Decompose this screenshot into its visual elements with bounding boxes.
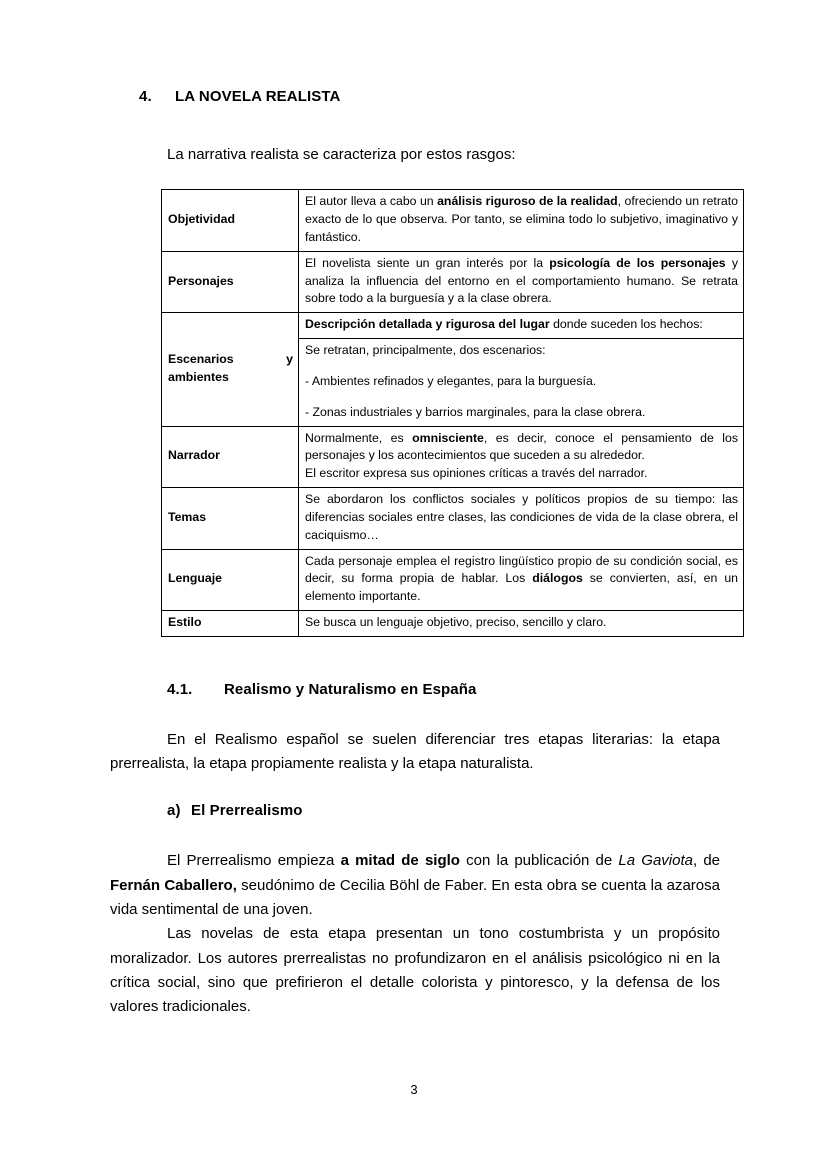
spacer xyxy=(110,698,720,728)
page-content xyxy=(110,88,739,1020)
row-desc-objetividad: El autor lleva a cabo un análisis riguroso de la realidad, ofreciendo un retrato exacto de lo que observa. Por tanto, se elimina todo lo subjetivo, imaginativo y fantástico. xyxy=(299,190,744,251)
row-desc-estilo: Se busca un lenguaje objetivo, preciso, sencillo y claro. xyxy=(299,611,744,637)
section-heading xyxy=(110,88,720,105)
subsubsection-heading xyxy=(110,802,720,819)
spacer xyxy=(110,637,720,681)
spacer xyxy=(110,167,720,189)
prerrealismo-paragraph-2: Las novelas de esta etapa presentan un tono costumbrista y un propósito moralizador. Los autores prerrealistas no profundizaron en el análisis psicológico ni en la crítica social, sino que prefirieron el detalle colorista y pintoresco, y la defensa de los valores tradicionales. xyxy=(110,925,720,1016)
subsection-paragraph: En el Realismo español se suelen diferenciar tres etapas literarias: la etapa prerrealista, la etapa propiamente realista y la etapa naturalista. xyxy=(110,730,720,773)
section-title: LA NOVELA REALISTA xyxy=(175,88,341,105)
table-row xyxy=(162,426,744,487)
prerrealismo-paragraph-1: El Prerrealismo empieza a mitad de siglo con la publicación de La Gaviota, de Fernán Caballero, seudónimo de Cecilia Böhl de Faber. En esta obra se cuenta la azarosa vida sentimental de una joven. xyxy=(110,852,721,919)
row-desc-escenarios-b: Se retratan, principalmente, dos escenarios: - Ambientes refinados y elegantes, para la burguesía. - Zonas industriales y barrios marginales, para la clase obrera. xyxy=(299,339,744,426)
row-label-personajes: Personajes xyxy=(162,251,299,312)
subsubsection-letter: a) xyxy=(167,802,181,820)
row-desc-narrador: Normalmente, es omnisciente, es decir, conoce el pensamiento de los personajes y los acontecimientos que suceden a su alrededor. El escritor expresa sus opiniones críticas a través del narrador. xyxy=(299,426,744,487)
table-row xyxy=(162,488,744,549)
row-label-estilo: Estilo xyxy=(162,611,299,637)
table-row xyxy=(162,549,744,610)
row-label-temas: Temas xyxy=(162,488,299,549)
spacer xyxy=(110,776,720,802)
rasgos-table-wrap xyxy=(110,189,739,637)
subsection-title: Realismo y Naturalismo en España xyxy=(224,680,477,698)
spacer xyxy=(110,819,720,849)
rasgos-table-body xyxy=(162,190,744,637)
row-desc-lenguaje: Cada personaje emplea el registro lingüístico propio de su condición social, es decir, su forma propia de hablar. Los diálogos se convierten, así, en un elemento importante. xyxy=(299,549,744,610)
rasgos-table xyxy=(161,189,744,637)
row-label-objetividad: Objetividad xyxy=(162,190,299,251)
row-label-escenarios: Escenarios y ambientes xyxy=(162,313,299,426)
table-row xyxy=(162,190,744,251)
table-row xyxy=(162,313,744,339)
section-number: 4. xyxy=(139,88,152,105)
subsection-heading xyxy=(110,681,720,698)
spacer xyxy=(110,105,720,143)
row-desc-personajes: El novelista siente un gran interés por la psicología de los personajes y analiza la influencia del entorno en el comportamiento humano. Se retrata sobre todo a la burguesía y a la clase obrera. xyxy=(299,251,744,312)
row-label-narrador: Narrador xyxy=(162,426,299,487)
row-desc-escenarios-a: Descripción detallada y rigurosa del lugar donde suceden los hechos: xyxy=(299,313,744,339)
row-desc-temas: Se abordaron los conflictos sociales y políticos propios de su tiempo: las diferencias sociales entre clases, las condiciones de vida de la clase obrera, el caciquismo… xyxy=(299,488,744,549)
subsubsection-title: El Prerrealismo xyxy=(191,802,303,820)
table-row xyxy=(162,611,744,637)
table-row xyxy=(162,251,744,312)
subsection-number: 4.1. xyxy=(167,680,193,698)
row-label-lenguaje: Lenguaje xyxy=(162,549,299,610)
page-number: 3 xyxy=(410,1082,418,1097)
section-intro: La narrativa realista se caracteriza por estos rasgos: xyxy=(167,146,516,163)
